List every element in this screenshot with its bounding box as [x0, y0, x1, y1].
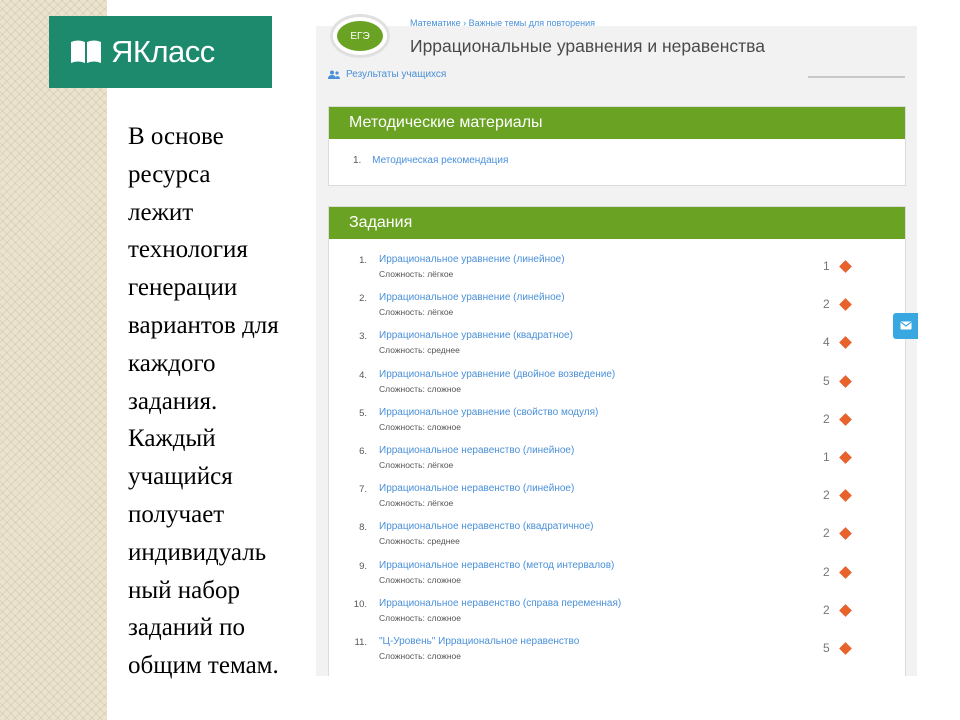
slide-text-line: каждого: [128, 349, 216, 377]
tasks-card: [328, 206, 906, 676]
task-points: 2: [823, 297, 830, 312]
yaklass-logo[interactable]: [49, 16, 272, 88]
ege-badge-label: ЕГЭ: [337, 21, 383, 51]
task-difficulty: Сложность: сложное: [379, 421, 461, 432]
task-row: [329, 633, 905, 671]
slide-text-line: вариантов для: [128, 311, 279, 339]
task-number: 10.: [353, 598, 367, 610]
users-icon: [328, 70, 340, 79]
task-points: 2: [823, 411, 830, 426]
task-difficulty: Сложность: среднее: [379, 536, 460, 547]
task-number: 7.: [359, 484, 367, 496]
slide-text-line: задания.: [128, 387, 218, 415]
task-difficulty: Сложность: сложное: [379, 612, 461, 623]
task-number: 6.: [359, 446, 367, 457]
task-difficulty: Сложность: лёгкое: [379, 498, 454, 509]
task-link[interactable]: Иррациональное уравнение (квадратное): [379, 330, 573, 342]
diamond-icon: [839, 260, 852, 273]
task-points: 2: [823, 602, 830, 617]
slide-text-line: ресурса: [128, 160, 211, 188]
tasks-header: Задания: [329, 207, 905, 239]
method-item[interactable]: [353, 155, 508, 166]
task-difficulty: Сложность: среднее: [379, 345, 460, 356]
task-points: 1: [823, 259, 830, 273]
task-points: 2: [823, 564, 830, 579]
slide-text-line: индивидуаль: [128, 538, 267, 566]
diamond-icon: [839, 604, 852, 617]
diamond-icon: [839, 451, 852, 464]
diamond-icon: [839, 298, 852, 311]
task-number: 9.: [359, 560, 367, 572]
task-link[interactable]: Иррациональное неравенство (квадратичное): [379, 521, 594, 533]
diamond-icon: [839, 566, 852, 579]
diamond-icon: [839, 337, 852, 350]
diamond-icon: [839, 642, 852, 655]
method-item-link[interactable]: Методическая рекомендация: [372, 155, 509, 166]
breadcrumb[interactable]: Математике › Важные темы для повторения: [410, 18, 596, 28]
results-link-label: Результаты учащихся: [346, 69, 447, 80]
slide-text-line: лежит: [128, 198, 194, 226]
ege-badge: [330, 14, 390, 58]
task-points: 4: [823, 335, 830, 350]
task-link[interactable]: Иррациональное неравенство (линейное): [379, 483, 575, 495]
task-difficulty: Сложность: лёгкое: [379, 307, 454, 318]
header-divider: [808, 76, 905, 78]
slide-text-line: заданий по: [128, 614, 246, 642]
task-row: [329, 404, 905, 442]
task-difficulty: Сложность: сложное: [379, 383, 461, 394]
methods-header: Методические материалы: [329, 107, 905, 139]
task-row: [329, 366, 905, 404]
task-points: 2: [823, 526, 830, 541]
task-points: 2: [823, 488, 830, 503]
method-item-number: 1.: [353, 155, 362, 166]
task-difficulty: Сложность: сложное: [379, 651, 461, 661]
task-row: [329, 327, 905, 365]
results-link[interactable]: [328, 69, 446, 80]
task-row: [329, 518, 905, 556]
task-difficulty: Сложность: лёгкое: [379, 460, 454, 470]
decorative-side-strip: [0, 0, 107, 720]
task-link[interactable]: Иррациональное уравнение (свойство модуля): [379, 406, 599, 418]
task-number: 4.: [359, 369, 367, 381]
slide-text-line: генерации: [128, 274, 238, 302]
book-icon: [69, 39, 103, 65]
slide-text-line: учащийся: [128, 463, 233, 491]
slide-body-text: [128, 118, 318, 685]
yaklass-screenshot: [316, 18, 917, 676]
mail-icon: [900, 317, 912, 335]
task-link[interactable]: Иррациональное уравнение (линейное): [379, 292, 565, 304]
task-row: [329, 480, 905, 518]
task-link[interactable]: Иррациональное уравнение (линейное): [379, 254, 565, 265]
task-number: 11.: [354, 637, 367, 648]
page-title: Иррациональные уравнения и неравенства: [410, 36, 765, 56]
task-row: [329, 595, 905, 633]
task-row: [329, 442, 905, 480]
task-points: 5: [823, 641, 830, 655]
task-number: 3.: [359, 331, 367, 343]
slide-text-line: Каждый: [128, 425, 216, 453]
task-number: 8.: [359, 522, 367, 534]
slide-text-line: технология: [128, 236, 248, 264]
feedback-tab[interactable]: [893, 313, 918, 339]
task-link[interactable]: Иррациональное неравенство (линейное): [379, 445, 575, 456]
task-link[interactable]: Иррациональное неравенство (справа переменная): [379, 597, 622, 609]
slide-text-line: ный набор: [128, 576, 240, 604]
task-number: 2.: [359, 293, 367, 305]
task-row: [329, 251, 905, 289]
slide-text-line: В основе: [128, 123, 224, 150]
task-points: 5: [823, 373, 830, 388]
logo-text: ЯКласс: [111, 34, 215, 69]
task-number: 5.: [359, 407, 367, 419]
task-points: 1: [823, 450, 830, 464]
diamond-icon: [839, 375, 852, 388]
methods-card: [328, 106, 906, 186]
diamond-icon: [839, 413, 852, 426]
task-number: 1.: [359, 255, 367, 266]
task-link[interactable]: Иррациональное уравнение (двойное возведение): [379, 368, 616, 380]
task-row: [329, 557, 905, 595]
diamond-icon: [839, 528, 852, 541]
slide-text-line: общим темам.: [128, 652, 279, 680]
task-difficulty: Сложность: лёгкое: [379, 269, 454, 279]
task-difficulty: Сложность: сложное: [379, 574, 461, 585]
task-link[interactable]: Иррациональное неравенство (метод интервалов): [379, 559, 615, 571]
task-link[interactable]: "Ц-Уровень" Иррациональное неравенство: [379, 636, 580, 647]
task-row: [329, 289, 905, 327]
slide-text-line: получает: [128, 500, 225, 528]
diamond-icon: [839, 489, 852, 502]
